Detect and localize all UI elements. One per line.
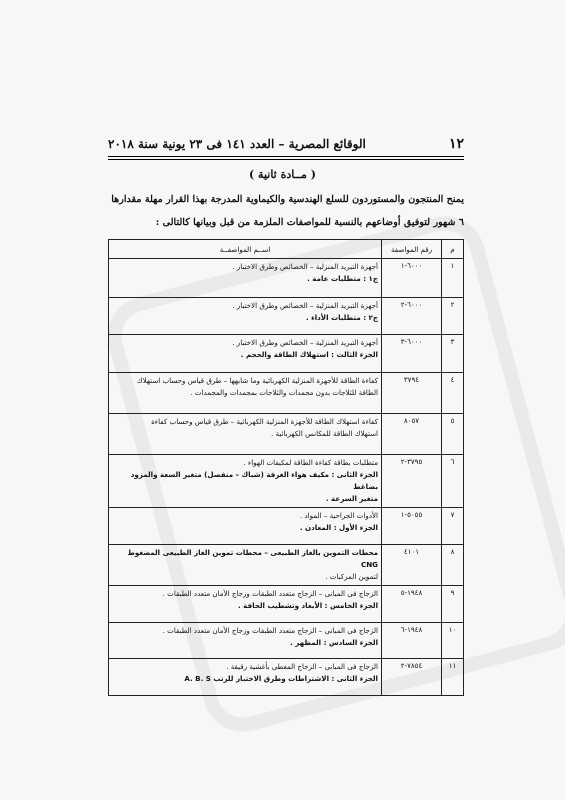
- spec-part-line: الجزء الخامس : الأبعاد وتشطيب الحافة .: [238, 601, 378, 610]
- row-number: ٨: [442, 545, 464, 586]
- table-row: [109, 455, 464, 508]
- header-rule-top: [108, 156, 464, 157]
- spec-name: [109, 586, 382, 623]
- table-row: [109, 508, 464, 545]
- page-header: [108, 133, 464, 155]
- spec-name: [109, 455, 382, 508]
- row-number: ٦: [442, 455, 464, 508]
- spec-name-line: لتموين المركبات .: [325, 572, 378, 581]
- spec-name-line: الزجاج فى المبانى – الزجاج المغطى بأغشية رقيقة .: [226, 662, 378, 671]
- spec-number: ٣٧٩٥-٢: [382, 455, 442, 508]
- intro-line-2: ٦ شهور لتوفيق أوضاعهم بالنسبة للمواصفات الملزمة من قبل وبيانها كالتالى :: [155, 217, 464, 228]
- spec-name-line: أجهزة التبريد المنزلية – الخصائص وطرق الاختبار .: [232, 262, 378, 271]
- spec-part-line: الجزء الثانى : الاشتراطات وطرق الاختبار للرتب A. B. S: [184, 674, 378, 683]
- spec-number: ٦٠٠٠-١: [382, 259, 442, 298]
- spec-number: ١٩٤٨-٦: [382, 623, 442, 659]
- spec-part-line: ج٢ : متطلبات الأداء .: [305, 313, 378, 322]
- row-number: ١٠: [442, 623, 464, 659]
- row-number: ٣: [442, 335, 464, 373]
- row-number: ٤: [442, 373, 464, 414]
- spec-name: [109, 335, 382, 373]
- table-row: [109, 623, 464, 659]
- spec-name: [109, 545, 382, 586]
- spec-name-line: أجهزة التبريد المنزلية – الخصائص وطرق الاختبار .: [232, 338, 378, 347]
- spec-part-line: الجزء الثانى : مكيف هواء الغرفة (شباك – منفصل) متغير السعة والمزود بضاغط: [130, 470, 378, 491]
- table-header-row: [109, 240, 464, 259]
- header-spec-name: اســم المواصفــة: [109, 240, 382, 259]
- spec-number: ٧٨٥٤-٢: [382, 659, 442, 696]
- row-number: ٧: [442, 508, 464, 545]
- table-row: [109, 659, 464, 696]
- article-title: ( مــادة ثانية ): [249, 168, 316, 181]
- table-row: [109, 414, 464, 455]
- spec-name: [109, 414, 382, 455]
- spec-number: ٦٠٠٠-٣: [382, 335, 442, 373]
- row-number: ٢: [442, 298, 464, 335]
- spec-number: ٨٠٥٧: [382, 414, 442, 455]
- row-number: ١١: [442, 659, 464, 696]
- spec-name: [109, 623, 382, 659]
- table-row: [109, 373, 464, 414]
- spec-part-line: الجزء السادس : المظهر .: [290, 638, 378, 647]
- spec-name: [109, 659, 382, 696]
- spec-name: [109, 373, 382, 414]
- intro-paragraph: [108, 188, 464, 234]
- spec-name-line: الأدوات الجراحية – المواد .: [299, 511, 378, 520]
- header-number: م: [442, 240, 464, 259]
- row-number: ٩: [442, 586, 464, 623]
- spec-name-line: كفاءة استهلاك الطاقة للأجهزة المنزلية الكهربائية – طرق قياس وحساب كفاءة: [151, 417, 378, 426]
- page-number: ١٢: [448, 136, 464, 152]
- spec-name: [109, 259, 382, 298]
- spec-name-line: الزجاج فى المبانى – الزجاج متعدد الطبقات وزجاج الأمان متعدد الطبقات .: [162, 626, 378, 635]
- spec-name-line: الزجاج فى المبانى – الزجاج متعدد الطبقات وزجاج الأمان متعدد الطبقات .: [162, 589, 378, 598]
- table-row: [109, 545, 464, 586]
- spec-number: ٣٧٩٤: [382, 373, 442, 414]
- spec-number: ١٩٤٨-٥: [382, 586, 442, 623]
- table-row: [109, 335, 464, 373]
- spec-number: ٥٠٥٥-١: [382, 508, 442, 545]
- spec-number: ٦٠٠٠-٢: [382, 298, 442, 335]
- spec-name-line: كفاءة الطاقة للأجهزة المنزلية الكهربائية وما شابهها – طرق قياس وحساب استهلاك: [136, 376, 378, 385]
- spec-number: ٤١٠١: [382, 545, 442, 586]
- spec-name-line: متطلبات بطاقة كفاءة الطاقة لمكيفات الهواء .: [243, 458, 378, 467]
- spec-part-line: الجزء الثالث : استهلاك الطاقة والحجم .: [240, 350, 378, 359]
- specifications-table: [108, 239, 464, 696]
- intro-line-1: يمنح المنتجون والمستوردون للسلع الهندسية والكيماوية المدرجة بهذا القرار مهلة مقدارها: [111, 194, 464, 205]
- spec-name-line: محطات التموين بالغاز الطبيعى – محطات تموين الغاز الطبيعى المضغوط CNG: [127, 548, 378, 569]
- header-rule-bottom: [108, 159, 464, 160]
- table-row: [109, 298, 464, 335]
- spec-name-line: الطاقة للثلاجات بدون مجمدات والثلاجات بمجمدات والمجمدات .: [190, 388, 378, 397]
- header-spec-number: رقم المواصفة: [382, 240, 442, 259]
- spec-name-line: أجهزة التبريد المنزلية – الخصائص وطرق الاختبار .: [232, 301, 378, 310]
- spec-part-line: الجزء الأول : المعادن .: [299, 523, 378, 532]
- row-number: ٥: [442, 414, 464, 455]
- spec-name: [109, 298, 382, 335]
- row-number: ١: [442, 259, 464, 298]
- spec-name: [109, 508, 382, 545]
- gazette-title: الوقائع المصرية – العدد ١٤١ فى ٢٣ يونية سنة ٢٠١٨: [108, 137, 366, 151]
- spec-part-line: ج١ : متطلبات عامة .: [307, 274, 378, 283]
- table-row: [109, 586, 464, 623]
- spec-name-line: استهلاك الطاقة للمكانس الكهربائية .: [271, 429, 378, 438]
- spec-part-line: متغير السرعة .: [325, 494, 378, 503]
- table-row: [109, 259, 464, 298]
